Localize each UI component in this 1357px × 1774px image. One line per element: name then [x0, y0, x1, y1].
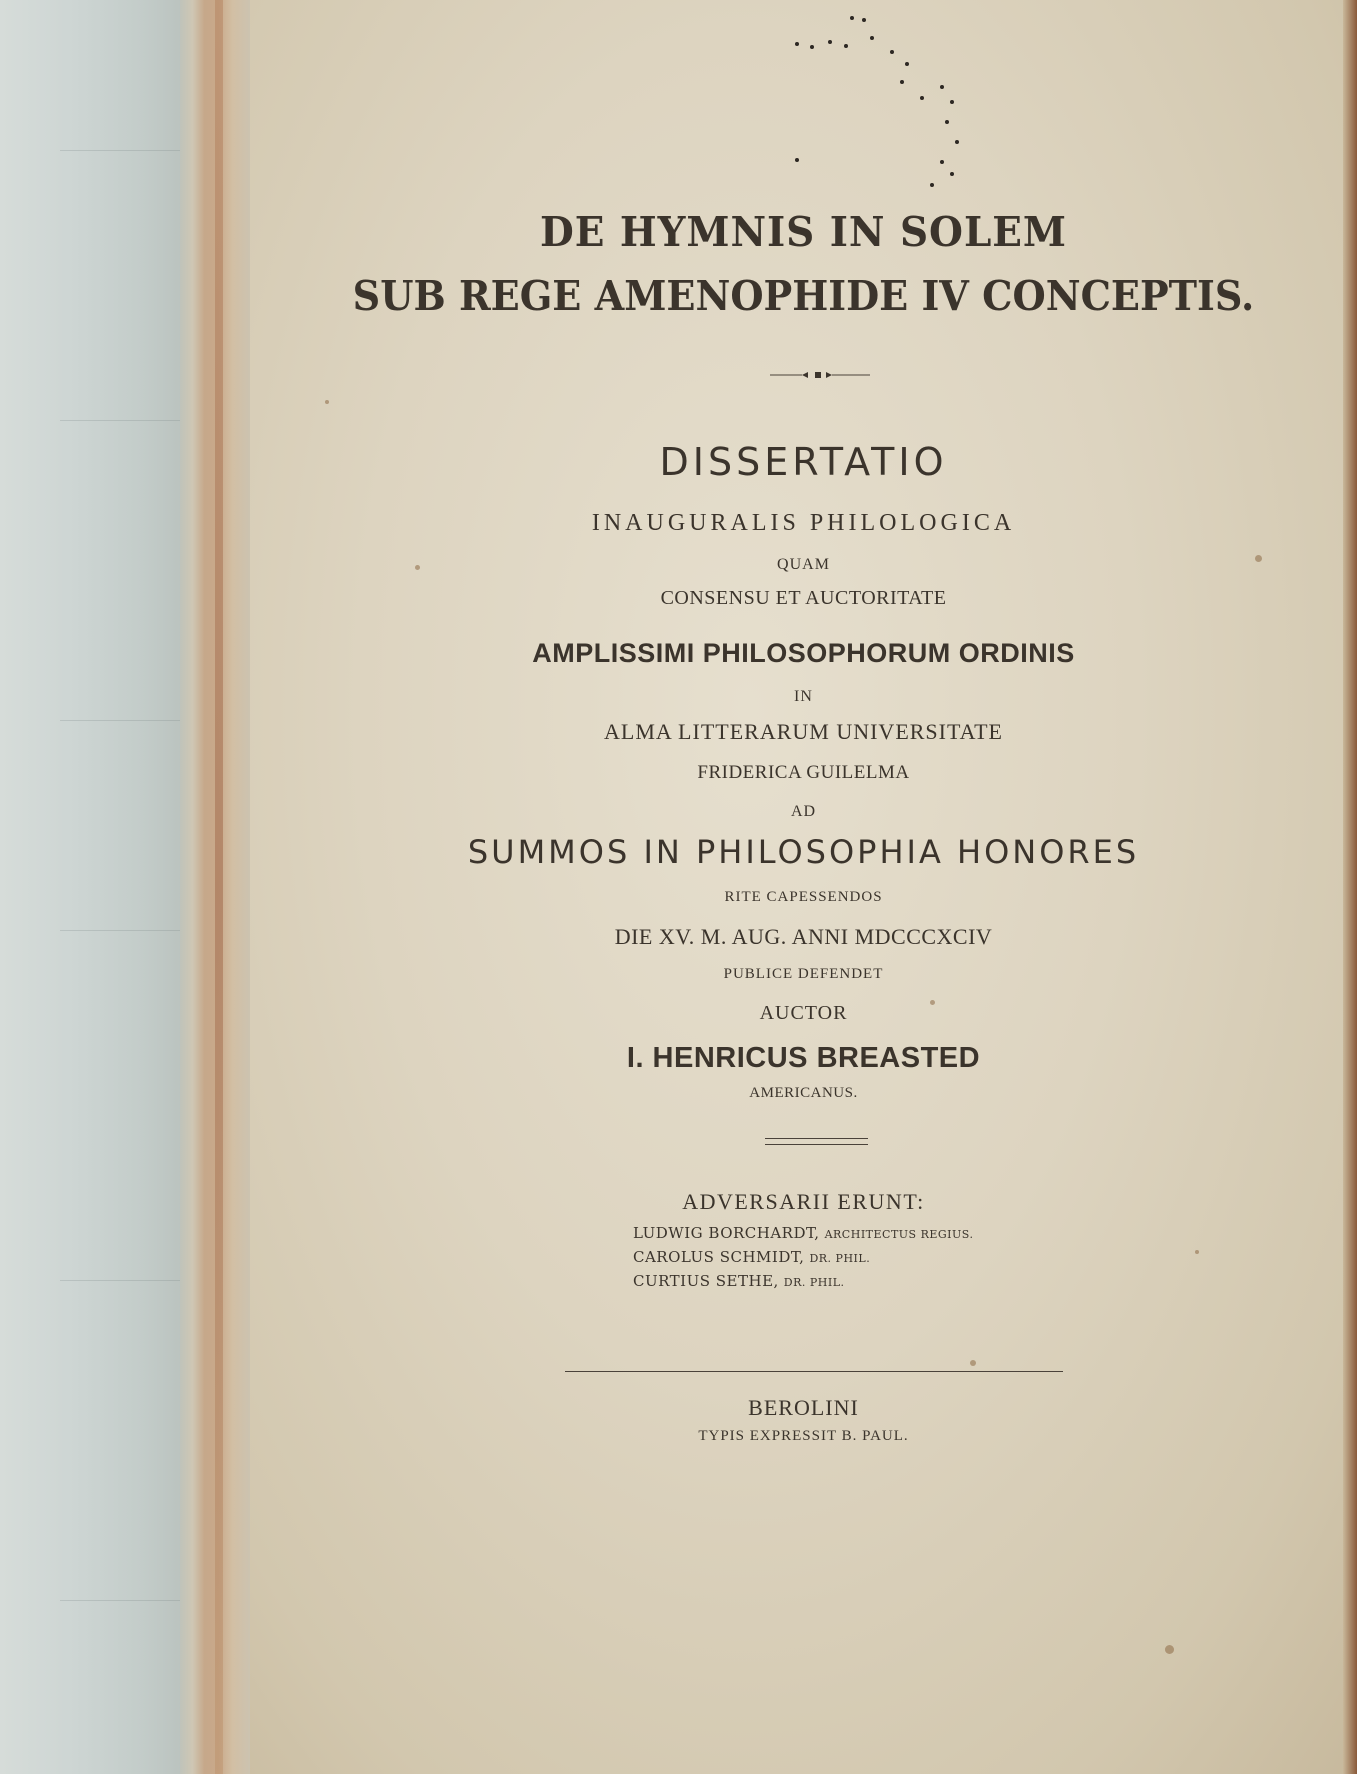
- page-edge: [1343, 0, 1357, 1774]
- hinge-stain: [215, 0, 223, 1774]
- author-name: I. HENRICUS BREASTED: [626, 1042, 981, 1074]
- opponent-name: CAROLUS SCHMIDT,: [633, 1248, 805, 1266]
- consensu-line: CONSENSU ET AUCTORITATE: [660, 587, 947, 609]
- imprint-printer: TYPIS EXPRESSIT B. PAUL.: [698, 1428, 909, 1444]
- ornament-divider: [770, 371, 870, 379]
- cloth-texture-line: [60, 1600, 180, 1601]
- auctor-line: AUCTOR: [759, 1002, 848, 1024]
- binding-hinge: [180, 0, 250, 1774]
- cloth-texture-line: [60, 150, 180, 151]
- friderica-line: FRIDERICA GUILELMA: [697, 762, 910, 783]
- title-line-2: SUB REGE AMENOPHIDE IV CONCEPTIS.: [352, 272, 1255, 320]
- opponent-item: [633, 1247, 973, 1271]
- honores-line: SUMMOS IN PHILOSOPHIA HONORES: [467, 833, 1140, 871]
- title-page: [250, 0, 1357, 1774]
- quam-line: QUAM: [777, 556, 830, 573]
- double-rule-divider: [765, 1138, 868, 1145]
- opponents-list: [633, 1223, 973, 1295]
- opponent-name: LUDWIG BORCHARDT,: [633, 1224, 820, 1242]
- adversarii-heading: ADVERSARII ERUNT:: [682, 1189, 925, 1214]
- cloth-texture-line: [60, 1280, 180, 1281]
- universitate-line: ALMA LITTERARUM UNIVERSITATE: [604, 719, 1003, 744]
- ordinis-line: AMPLISSIMI PHILOSOPHORUM ORDINIS: [532, 638, 1075, 668]
- opponent-item: [633, 1271, 973, 1295]
- foxing-spot: [970, 1360, 976, 1366]
- foxing-spot: [1195, 1250, 1199, 1254]
- cloth-texture-line: [60, 420, 180, 421]
- opponent-title: DR. PHIL.: [809, 1252, 871, 1265]
- opponent-item: [633, 1223, 973, 1247]
- defendet-line: PUBLICE DEFENDET: [723, 966, 884, 982]
- dissertatio-heading: DISSERTATIO: [659, 440, 948, 484]
- foxing-spot: [325, 400, 329, 404]
- imprint-rule: [565, 1371, 1063, 1372]
- foxing-spot: [1165, 1645, 1174, 1654]
- imprint-place: BEROLINI: [748, 1395, 859, 1420]
- ad-line: AD: [790, 803, 817, 820]
- cloth-texture-line: [60, 720, 180, 721]
- cloth-texture-line: [60, 930, 180, 931]
- opponent-name: CURTIUS SETHE,: [633, 1272, 779, 1290]
- opponent-title: ARCHITECTUS REGIUS.: [824, 1228, 974, 1241]
- endpaper: [0, 0, 190, 1774]
- capessendos-line: RITE CAPESSENDOS: [724, 889, 883, 905]
- in-line: IN: [794, 688, 813, 705]
- opponent-title: DR. PHIL.: [783, 1276, 845, 1289]
- date-line: DIE XV. M. AUG. ANNI MDCCCXCIV: [614, 924, 993, 949]
- title-line-1: DE HYMNIS IN SOLEM: [539, 208, 1067, 256]
- inauguralis-line: INAUGURALIS PHILOLOGICA: [591, 510, 1016, 536]
- nationality-line: AMERICANUS.: [749, 1085, 858, 1101]
